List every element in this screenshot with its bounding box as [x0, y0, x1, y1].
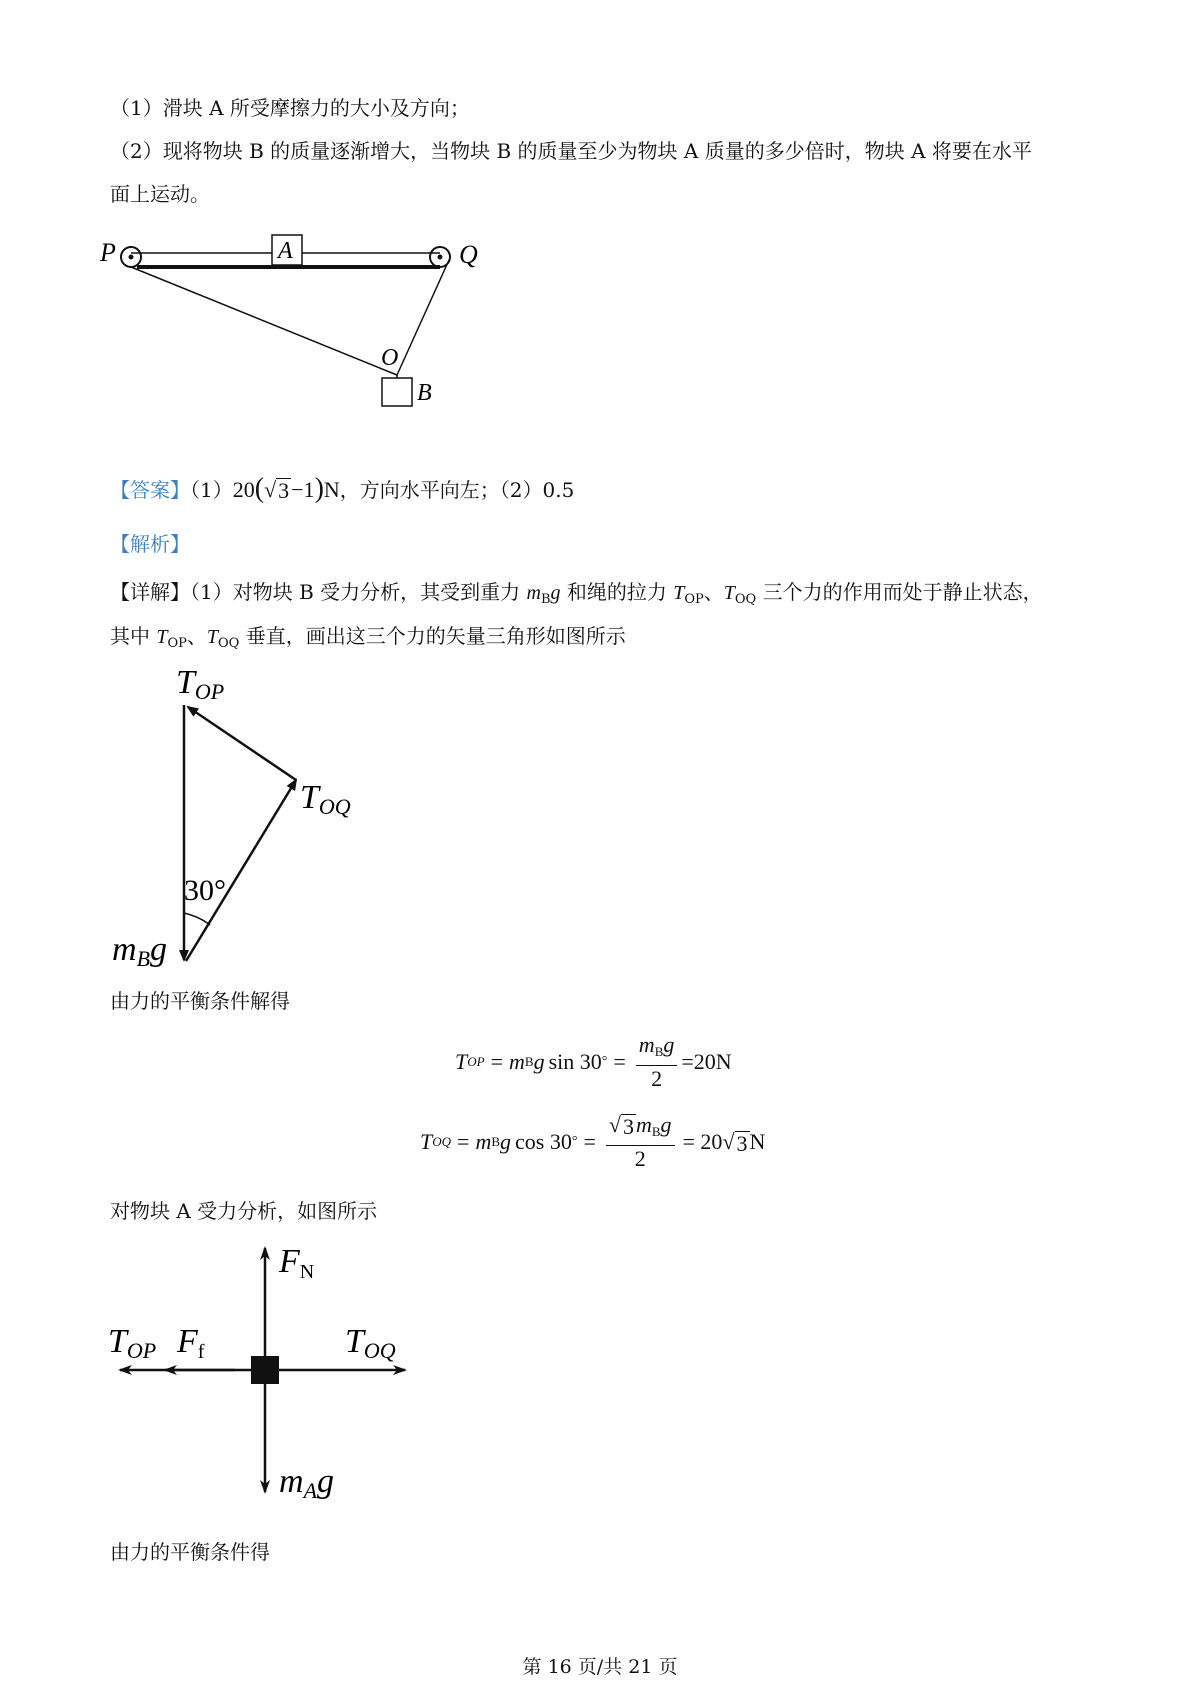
- label-Ff: Ff: [177, 1323, 205, 1363]
- text-balance-1: 由力的平衡条件解得: [110, 989, 290, 1013]
- figure-force-diagram: [105, 1240, 445, 1510]
- label-mAg: mAg: [279, 1463, 335, 1503]
- label-mBg: mBg: [112, 931, 168, 971]
- detail-line-1: 【详解】（1）对物块 B 受力分析，其受到重力 $m_Bg$ 和绳的拉力 $T_{OP}$、$T_{OQ}$ 三个力的作用而处于静止状态，: [110, 580, 1043, 607]
- question-1: （1）滑块 A 所受摩擦力的大小及方向；: [110, 96, 470, 120]
- page-footer: 第 16 页/共 21 页: [522, 1656, 678, 1678]
- label-angle: 30°: [184, 874, 226, 907]
- question-2-line-1: （2）现将物块 B 的质量逐渐增大，当物块 B 的质量至少为物块 A 质量的多少倍时，物块 A 将要在水平: [110, 139, 1032, 163]
- equation-2: T OQ = m B g cos 30 ° = √ 3 $m_Bg$ 2 = 20 √ 3 N: [420, 1112, 766, 1171]
- label-T-OP: TOP: [176, 664, 225, 704]
- answer-line: 【答案】（1）20( √ 3 −1)N，方向水平向左；（2）0.5: [110, 473, 575, 504]
- label-A: A: [278, 238, 293, 264]
- detail-line-2: 其中 $T_{OP}$、$T_{OQ}$ 垂直，画出这三个力的矢量三角形如图所示: [110, 624, 626, 651]
- question-2-line-2: 面上运动。: [110, 182, 210, 206]
- label-B: B: [417, 380, 432, 406]
- label-T-OP-A: TOP: [108, 1323, 157, 1363]
- answer-tag: 【答案】: [110, 478, 190, 502]
- label-T-OQ: TOQ: [300, 779, 351, 819]
- text-balance-2: 由力的平衡条件得: [110, 1540, 270, 1564]
- text-analysis-A: 对物块 A 受力分析，如图所示: [110, 1199, 378, 1223]
- label-O: O: [381, 345, 399, 371]
- figure-vector-triangle: [100, 655, 400, 975]
- fraction-1: $\frac{m_Bg}{2}$: [636, 1032, 678, 1092]
- equation-1: T OP = m B g sin 30 ° = $\frac{m_Bg}{2}$ =20N: [455, 1032, 732, 1091]
- analysis-tag: 【解析】: [110, 532, 190, 556]
- label-Q: Q: [459, 240, 478, 269]
- fraction-2: √ 3 $m_Bg$ 2: [606, 1112, 675, 1172]
- label-FN: FN: [279, 1243, 315, 1283]
- figure-pulley-system: [95, 225, 515, 415]
- label-T-OQ-A: TOQ: [345, 1323, 396, 1363]
- label-P: P: [100, 238, 116, 267]
